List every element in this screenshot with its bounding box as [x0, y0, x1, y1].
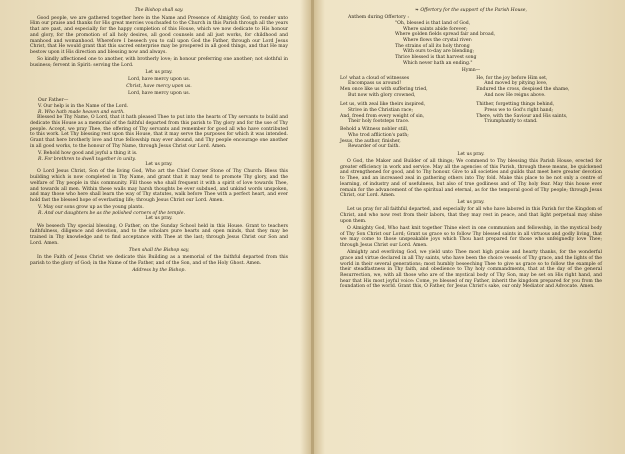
our-father: Our Father— [38, 98, 69, 104]
versicle-3: V. May our sons grow up as the young plants. [38, 205, 144, 211]
hymn-line: But now with glory crowned, [348, 92, 416, 98]
anthem-line: Where flows the crystal river: [403, 37, 473, 43]
faithful-departed-bidding: Let us pray for all faithful departed, and especially for all who have labored in this Parish for the Kingdom of Christ, and who now rest from their labors, that they may rest in peace, and that light perpetual may shine upon them. [340, 207, 602, 224]
kyrie-line-2: Christ, have mercy upon us. [126, 84, 192, 89]
anthem-label: Anthem during Offertory : [348, 15, 409, 21]
let-us-pray-3: Let us pray. [145, 216, 173, 222]
hymn-line: Thither, forgetting things behind, [476, 102, 555, 108]
offertory-heading: ❧ Offertory for the support of the Parish House, [415, 8, 527, 13]
hymn-line: He, for the joy before Him set, [476, 75, 548, 81]
hymn-line: Encompass us around! [348, 81, 402, 87]
hymn-line: Who trod affliction's path; [348, 132, 409, 138]
response-2: R. For brethren to dwell together in unity. [38, 156, 136, 162]
parish-house-prayer: O God, the Maker and Builder of all things; We commend to Thy blessing this Parish House, erected for greater efficiency in work and service. May all the agencies of this Parish, through these means, be quickened and strengthened for good, and to Thy honour. Give to all societies and guilds that meet here greater devotion to Thee, and an increased zeal in gathering others into Thy fold. Make this place to be not only a centre of learning, of industry and of usefulness, but also of true godliness and of Thy holy fear. May this house ever remain for the advancement of the spiritual and eternal, as for the temporal good of Thy people; through Jesus Christ, our Lord. Amen. [340, 159, 602, 199]
anthem-line: Which never hath an ending." [403, 60, 473, 66]
anthem-line: Thrice blessed is that harvest song [395, 55, 477, 61]
kyrie-line-1: Lord, have mercy upon us. [127, 76, 191, 82]
hymn-line: Endured the cross, despised the shame, [476, 86, 570, 92]
hymn-line: Strive in the Christian race; [348, 108, 414, 114]
hymn-columns [340, 76, 602, 126]
hymn-line: And moved by pitying love, [484, 81, 548, 87]
left-column [30, 8, 288, 275]
opening-address: Good people, we are gathered together here in the Name and Presence of Almighty God, to render unto Him our praise and thanks for His great mercies vouchsafed to the Church in this Parish through all the years that are past, and especially for the happy completion of this House, which we now dedicate to His honour and glory, for the promotion of all holy desires, all good counsels and all just works, for childhood and manhood and womanhood. Wherefore I beseech you to call upon God the Father, through our Lord Jesus Christ, that He would grant that this sacred enterprise may be prospered in all good things, and that He may bestow upon it His direction and blessing now and always. [30, 15, 288, 55]
hymn-line: Behold a Witness nobler still, [340, 127, 409, 133]
versicle-1: V. Our help is in the Name of the Lord. [38, 103, 129, 109]
right-page [314, 0, 625, 454]
hymn-label: Hymn— [461, 68, 481, 74]
let-us-pray-1: Let us pray. [145, 69, 173, 75]
let-us-pray-right-2: Let us pray. [457, 200, 485, 206]
cornerstone-prayer: O Lord Jesus Christ, Son of the living God, Who art the Chief Corner Stone of Thy Church: Bless this building which is now completed in Thy Name, and grant that it may tend to promote Thy glory, and the welfare of Thy people in this community. Fill those who shall frequent it with a spirit of love towards Thee, and towards all men. Within these walls may harsh thoughts be ever subdued, and unkind words unspoken, and may those who here shall learn the way of Thy statutes, walk before Thee with a perfect heart, and ever hold fast the blessed hope of everlasting life; through Jesus Christ our Lord. Amen. [30, 169, 288, 203]
hymn-line: Men once like us with suffering tried, [340, 86, 428, 92]
offertory-mark: ❧ [415, 8, 421, 13]
let-us-pray-2: Let us pray. [145, 162, 173, 168]
anthem-line: Where saints abide forever; [403, 26, 468, 32]
bishop-heading: The Bishop shall say. [134, 8, 184, 13]
versicle-2: V. Behold how good and joyful a thing it is. [38, 150, 138, 156]
exhortation: So kindly affectioned one to another, with brotherly love; in honour preferring one another; not slothful in business; fervent in Spirit: serving the Lord. [30, 57, 288, 68]
anthem-line: The strains of all its holy throng [395, 43, 470, 49]
hymn-line: Let us, with zeal like theirs inspired, [340, 102, 426, 108]
dedication-formula: In the Faith of Jesus Christ we dedicate this Building as a memorial of the faithful departed from this parish to the glory of God; in the Name of the Father, and of the Son, and of the Holy Ghost. Amen. [30, 254, 288, 266]
hymn-line: And now He reigns above. [484, 92, 546, 98]
hymn-line: Triumphantly to stand. [484, 119, 538, 125]
response-3: R. And our daughters be as the polished corners of the temple. [38, 210, 185, 216]
hymn-column-right [476, 76, 602, 126]
bishop-instruction: Then shall the Bishop say, [128, 247, 190, 253]
kyrie-line-3: Lord, have mercy upon us. [127, 91, 191, 97]
sunday-school-prayer: We beseech Thy special blessing, O Father, on the Sunday School held in this House. Grant to teachers faithfulness, diligence and devotion, and to the scholars pure hearts and open minds, that they may be trained in Thy knowledge and to find acceptance with Thee at the last; through Jesus Christ our Son and Lord. Amen. [30, 223, 288, 246]
dedication-prayer: Blessed be Thy Name, O Lord, that it hath pleased Thee to put into the hearts of Thy servants to build and dedicate this House as a memorial of the faithful departed from this parish to Thy glory and for the use of Thy people. Accept, we pray Thee, the offering of Thy servants and remember for good all who have contributed to this work. Let Thy blessing rest upon this House, that it may serve the purposes for which it was intended. Grant that here brotherly love and true fellowship may ever abound, and Thy people encourage one another in all good works, to the honour of Thy Name, through Jesus Christ our Lord. Amen. [30, 115, 288, 149]
hymn-last-verse [340, 127, 602, 150]
response-1: R. Who hath made heaven and earth. [38, 109, 125, 115]
hymn-line: And, freed from every weight of sin, [340, 113, 425, 119]
hymn-line: There, with the Saviour and His saints, [476, 113, 568, 119]
communion-of-saints-prayer: O Almighty God, Who hast knit together Thine elect in one communion and fellowship, in the mystical body of Thy Son Christ our Lord; Grant us grace so to follow Thy blessed saints in all virtuous and godly living, that we may come to those unspeakable joys which Thou hast prepared for those who unfeignedly love Thee; through Jesus Christ our Lord. Amen. [340, 225, 602, 249]
hymn-line: Rewarder of our faith. [348, 144, 400, 150]
thanksgiving-prayer: Almighty and everliving God, we yield unto Thee most high praise and hearty thanks, for the wonderful grace and virtue declared in all Thy saints, who have been the choice vessels of Thy grace, and the lights of the world in their several generations; most humbly beseeching Thee to give us grace so to follow the example of their steadfastness in Thy faith, and obedience to Thy holy commandments, that at the day of the general Resurrection, we, with all those who are of the mystical body of Thy Son, may be set on His right hand, and hear that His most joyful voice: Come, ye blessed of my Father, inherit the kingdom prepared for you from the foundation of the world. Grant this, O Father, for Jesus Christ's sake, our only Mediator and Advocate. Amen. [340, 250, 602, 290]
hymn-line: Lo! what a cloud of witnesses [340, 75, 410, 81]
anthem-verse [395, 21, 602, 67]
anthem-line: Where golden fields spread fair and broad, [395, 32, 496, 38]
bishop-address-note: Address by the Bishop. [132, 267, 186, 273]
hymn-line: Press we to God's right hand; [484, 108, 554, 114]
left-page [0, 0, 311, 454]
hymn-column-left [340, 76, 466, 126]
hymn-line: Jesus, the author, finisher, [340, 138, 401, 144]
anthem-line: With ours to-day are blending; [403, 49, 475, 55]
right-column [340, 8, 602, 291]
let-us-pray-right-1: Let us pray. [457, 151, 485, 157]
anthem-line: "Oh, blessed is that land of God, [395, 20, 471, 26]
hymn-line: Their holy footsteps trace. [348, 119, 410, 125]
